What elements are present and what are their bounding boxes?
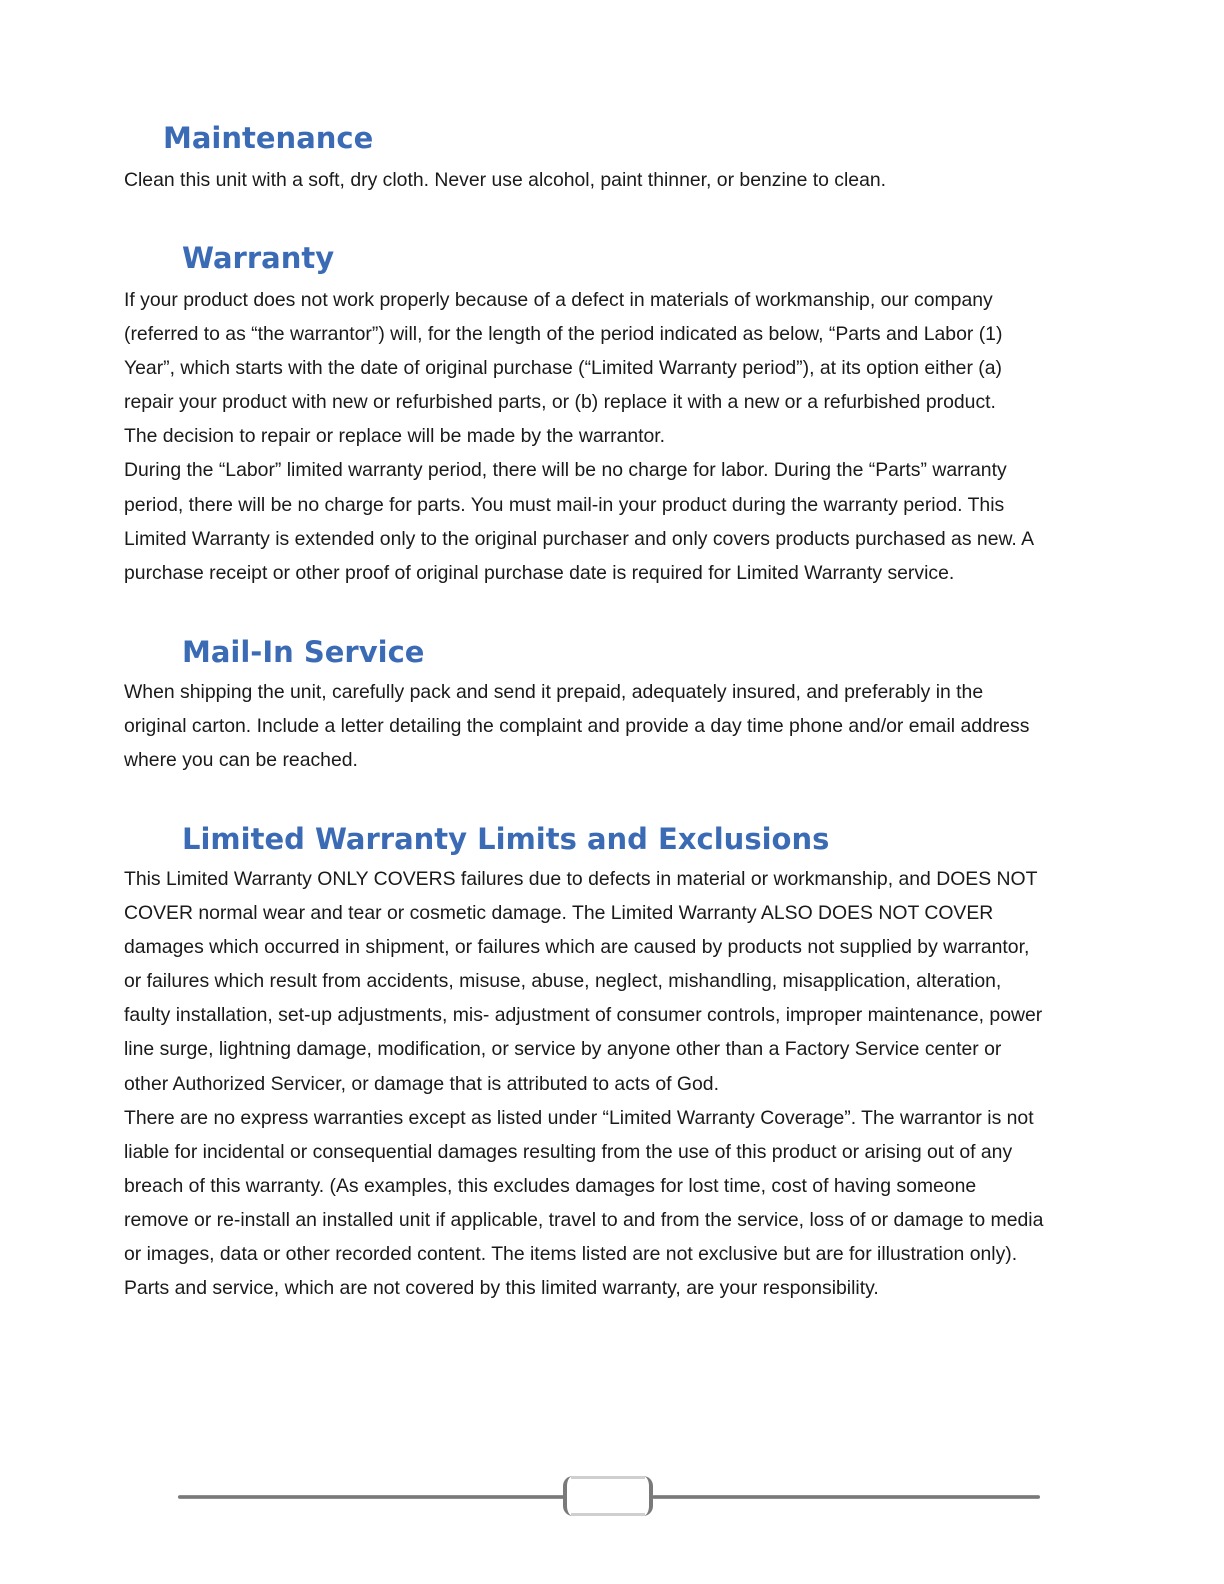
maintenance-paragraph [124,163,1104,197]
mail-in-service-paragraph [124,675,1104,777]
text-line: other Authorized Servicer, or damage that is attributed to acts of God. [124,1072,719,1095]
footer-divider-right [652,1495,1040,1499]
text-line: or images, data or other recorded content. The items listed are not exclusive but are for illustration only). [124,1243,1018,1266]
text-line: There are no express warranties except as listed under “Limited Warranty Coverage”. The warrantor is not [124,1106,1034,1129]
text-line: repair your product with new or refurbished parts, or (b) replace it with a new or a refurbished product. [124,391,996,414]
text-line: faulty installation, set-up adjustments, mis- adjustment of consumer controls, improper maintenance, power [124,1004,1043,1027]
text-line: remove or re-install an installed unit if applicable, travel to and from the service, loss of or damage to media [124,1208,1044,1231]
limits-exclusions-paragraph [124,862,1104,1305]
text-line: (referred to as “the warrantor”) will, for the length of the period indicated as below, “Parts and Labor (1) [124,323,1003,346]
text-line: If your product does not work properly because of a defect in materials of workmanship, our company [124,289,993,311]
page-number-box [563,1476,653,1516]
limits-exclusions-heading: Limited Warranty Limits and Exclusions [182,822,830,856]
text-line: This Limited Warranty ONLY COVERS failures due to defects in material or workmanship, and DOES NOT [124,868,1038,890]
warranty-heading: Warranty [182,241,335,275]
text-line: purchase receipt or other proof of original purchase date is required for Limited Warranty service. [124,561,955,584]
text-line: line surge, lightning damage, modification, or service by anyone other than a Factory Service center or [124,1038,1002,1061]
text-line: Year”, which starts with the date of original purchase (“Limited Warranty period”), at its option either (a) [124,357,1002,380]
text-line: COVER normal wear and tear or cosmetic damage. The Limited Warranty ALSO DOES NOT COVER [124,902,994,925]
text-line: breach of this warranty. (As examples, this excludes damages for lost time, cost of having someone [124,1174,977,1197]
footer-divider-left [178,1495,566,1499]
text-line: liable for incidental or consequential damages resulting from the use of this product or arising out of any [124,1140,1013,1163]
text-line: Clean this unit with a soft, dry cloth. Never use alcohol, paint thinner, or benzine to clean. [124,169,887,191]
text-line: original carton. Include a letter detailing the complaint and provide a day time phone and/or email address [124,715,1030,738]
maintenance-heading: Maintenance [163,121,374,155]
mail-in-service-heading: Mail-In Service [182,635,425,669]
text-line: or failures which result from accidents, misuse, abuse, neglect, mishandling, misapplication, alteration, [124,970,1002,993]
text-line: The decision to repair or replace will be made by the warrantor. [124,425,666,448]
text-line: During the “Labor” limited warranty period, there will be no charge for labor. During the “Parts” warranty [124,459,1007,482]
text-line: period, there will be no charge for parts. You must mail-in your product during the warranty period. This [124,493,1005,516]
text-line: where you can be reached. [124,749,358,772]
text-line: Parts and service, which are not covered by this limited warranty, are your responsibility. [124,1277,879,1300]
text-line: damages which occurred in shipment, or failures which are caused by products not supplied by warrantor, [124,936,1030,959]
text-line: When shipping the unit, carefully pack and send it prepaid, adequately insured, and preferably in the [124,681,984,703]
text-line: Limited Warranty is extended only to the original purchaser and only covers products purchased as new. A [124,527,1035,550]
warranty-paragraph [124,283,1104,590]
